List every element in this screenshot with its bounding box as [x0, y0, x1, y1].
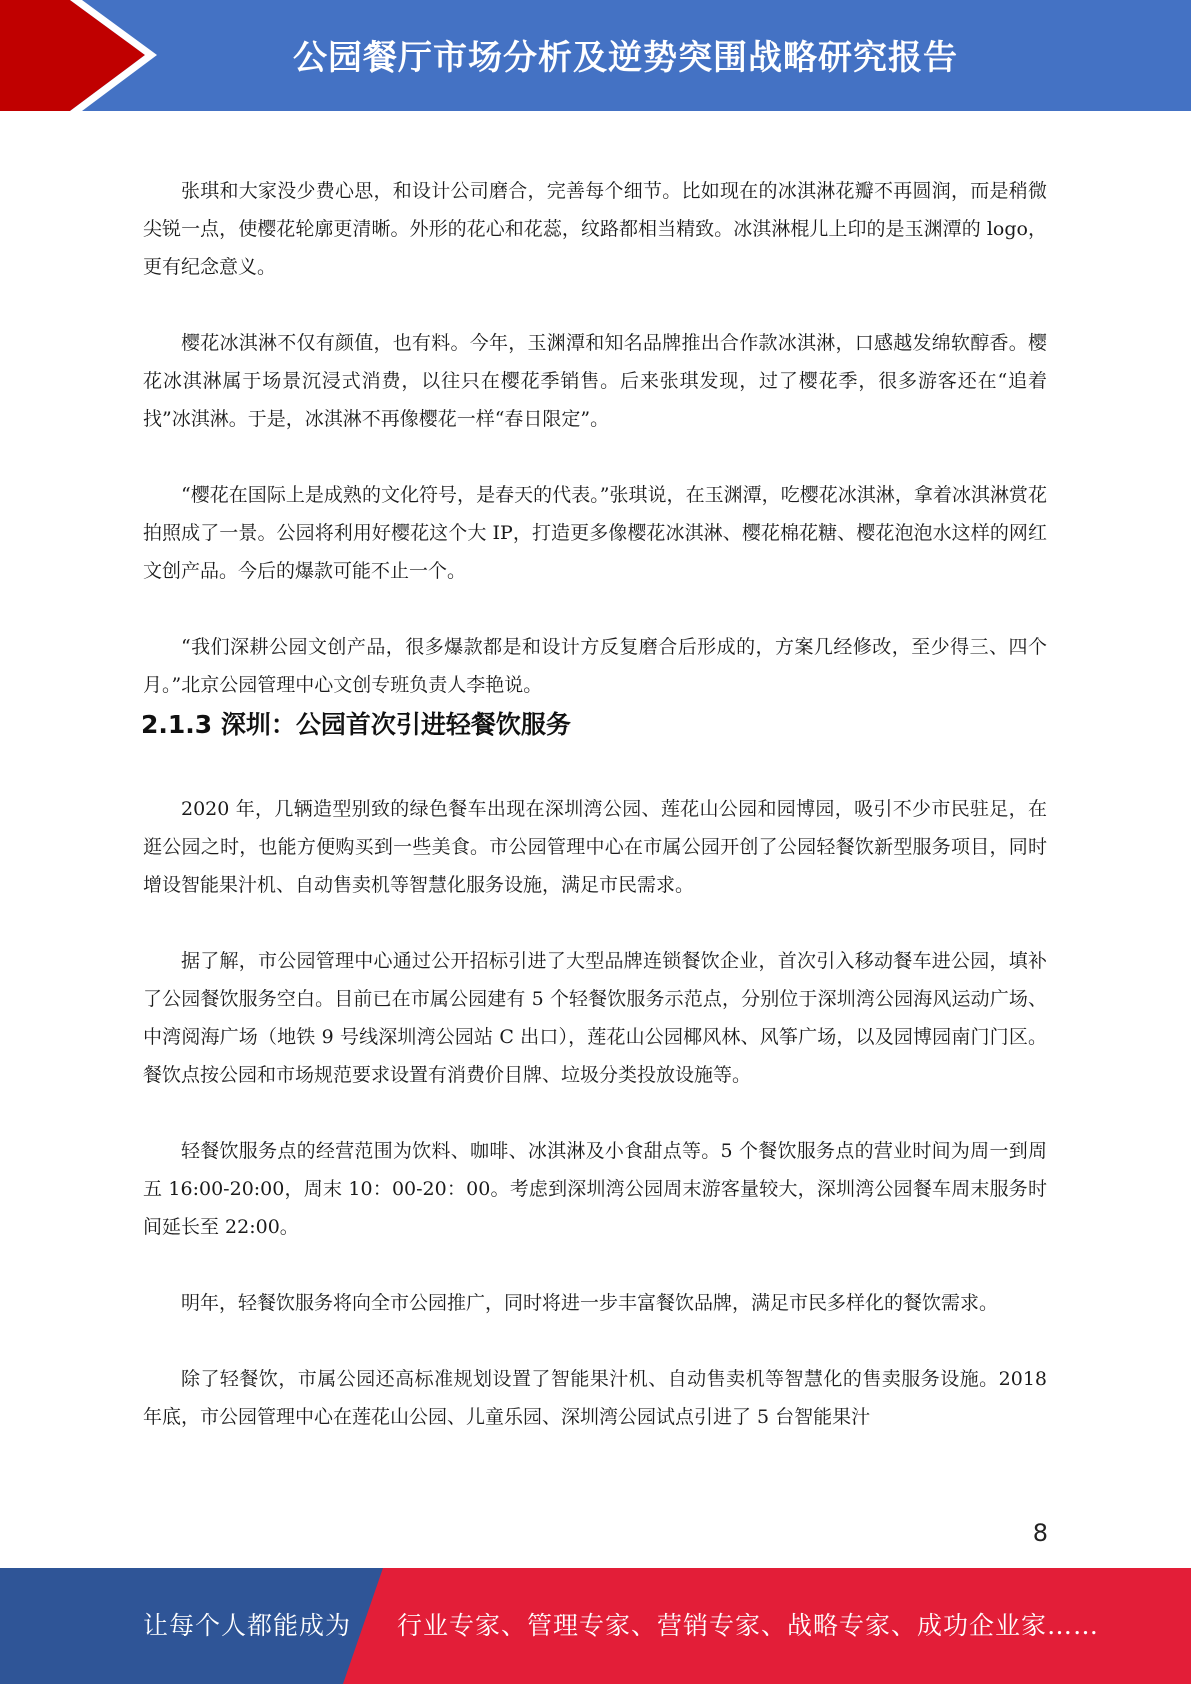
paragraph: 除了轻餐饮，市属公园还高标准规划设置了智能果汁机、自动售卖机等智慧化的售卖服务设施。2018 年底，市公园管理中心在莲花山公园、儿童乐园、深圳湾公园试点引进了 5 台智能果汁 [143, 1368, 1047, 1428]
footer-slogan-right: 行业专家、管理专家、营销专家、战略专家、成功企业家…… [397, 1611, 1100, 1640]
paragraph: 张琪和大家没少费心思，和设计公司磨合，完善每个细节。比如现在的冰淇淋花瓣不再圆润，而是稍微尖锐一点，使樱花轮廓更清晰。外形的花心和花蕊，纹路都相当精致。冰淇淋棍儿上印的是玉渊潭的 logo，更有纪念意义。 [143, 180, 1047, 278]
paragraph: 樱花冰淇淋不仅有颜值，也有料。今年，玉渊潭和知名品牌推出合作款冰淇淋，口感越发绵软醇香。樱花冰淇淋属于场景沉浸式消费，以往只在樱花季销售。后来张琪发现，过了樱花季，很多游客还在“追着找”冰淇淋。于是，冰淇淋不再像樱花一样“春日限定”。 [143, 332, 1047, 430]
page-number: 8 [1032, 1519, 1048, 1547]
paragraph: 轻餐饮服务点的经营范围为饮料、咖啡、冰淇淋及小食甜点等。5 个餐饮服务点的营业时间为周一到周五 16:00-20:00，周末 10：00-20：00。考虑到深圳湾公园周末游客量较大，深圳湾公园餐车周末服务时间延长至 22:00。 [143, 1140, 1047, 1238]
paragraph: 2020 年，几辆造型别致的绿色餐车出现在深圳湾公园、莲花山公园和园博园，吸引不少市民驻足，在逛公园之时，也能方便购买到一些美食。市公园管理中心在市属公园开创了公园轻餐饮新型服务项目，同时增设智能果汁机、自动售卖机等智慧化服务设施，满足市民需求。 [143, 798, 1047, 896]
footer-slogan-left: 让每个人都能成为 [143, 1611, 352, 1640]
footer-banner [0, 1568, 1191, 1684]
main-content [143, 172, 1047, 1436]
header-banner [0, 0, 1191, 111]
paragraph: 据了解，市公园管理中心通过公开招标引进了大型品牌连锁餐饮企业，首次引入移动餐车进公园，填补了公园餐饮服务空白。目前已在市属公园建有 5 个轻餐饮服务示范点，分别位于深圳湾公园海风运动广场、中湾阅海广场（地铁 9 号线深圳湾公园站 C 出口），莲花山公园椰风林、风筝广场，以及园博园南门门区。餐饮点按公园和市场规范要求设置有消费价目牌、垃圾分类投放设施等。 [143, 950, 1047, 1086]
paragraph: “我们深耕公园文创产品，很多爆款都是和设计方反复磨合后形成的，方案几经修改，至少得三、四个月。”北京公园管理中心文创专班负责人李艳说。 [143, 636, 1047, 696]
paragraph: “樱花在国际上是成熟的文化符号，是春天的代表。”张琪说，在玉渊潭，吃樱花冰淇淋，拿着冰淇淋赏花拍照成了一景。公园将利用好樱花这个大 IP，打造更多像樱花冰淇淋、樱花棉花糖、樱花泡泡水这样的网红文创产品。今后的爆款可能不止一个。 [143, 484, 1047, 582]
section-heading: 2.1.3 深圳：公园首次引进轻餐饮服务 [141, 710, 571, 739]
document-title: 公园餐厅市场分析及逆势突围战略研究报告 [293, 38, 958, 78]
paragraph: 明年，轻餐饮服务将向全市公园推广，同时将进一步丰富餐饮品牌，满足市民多样化的餐饮需求。 [181, 1292, 999, 1314]
